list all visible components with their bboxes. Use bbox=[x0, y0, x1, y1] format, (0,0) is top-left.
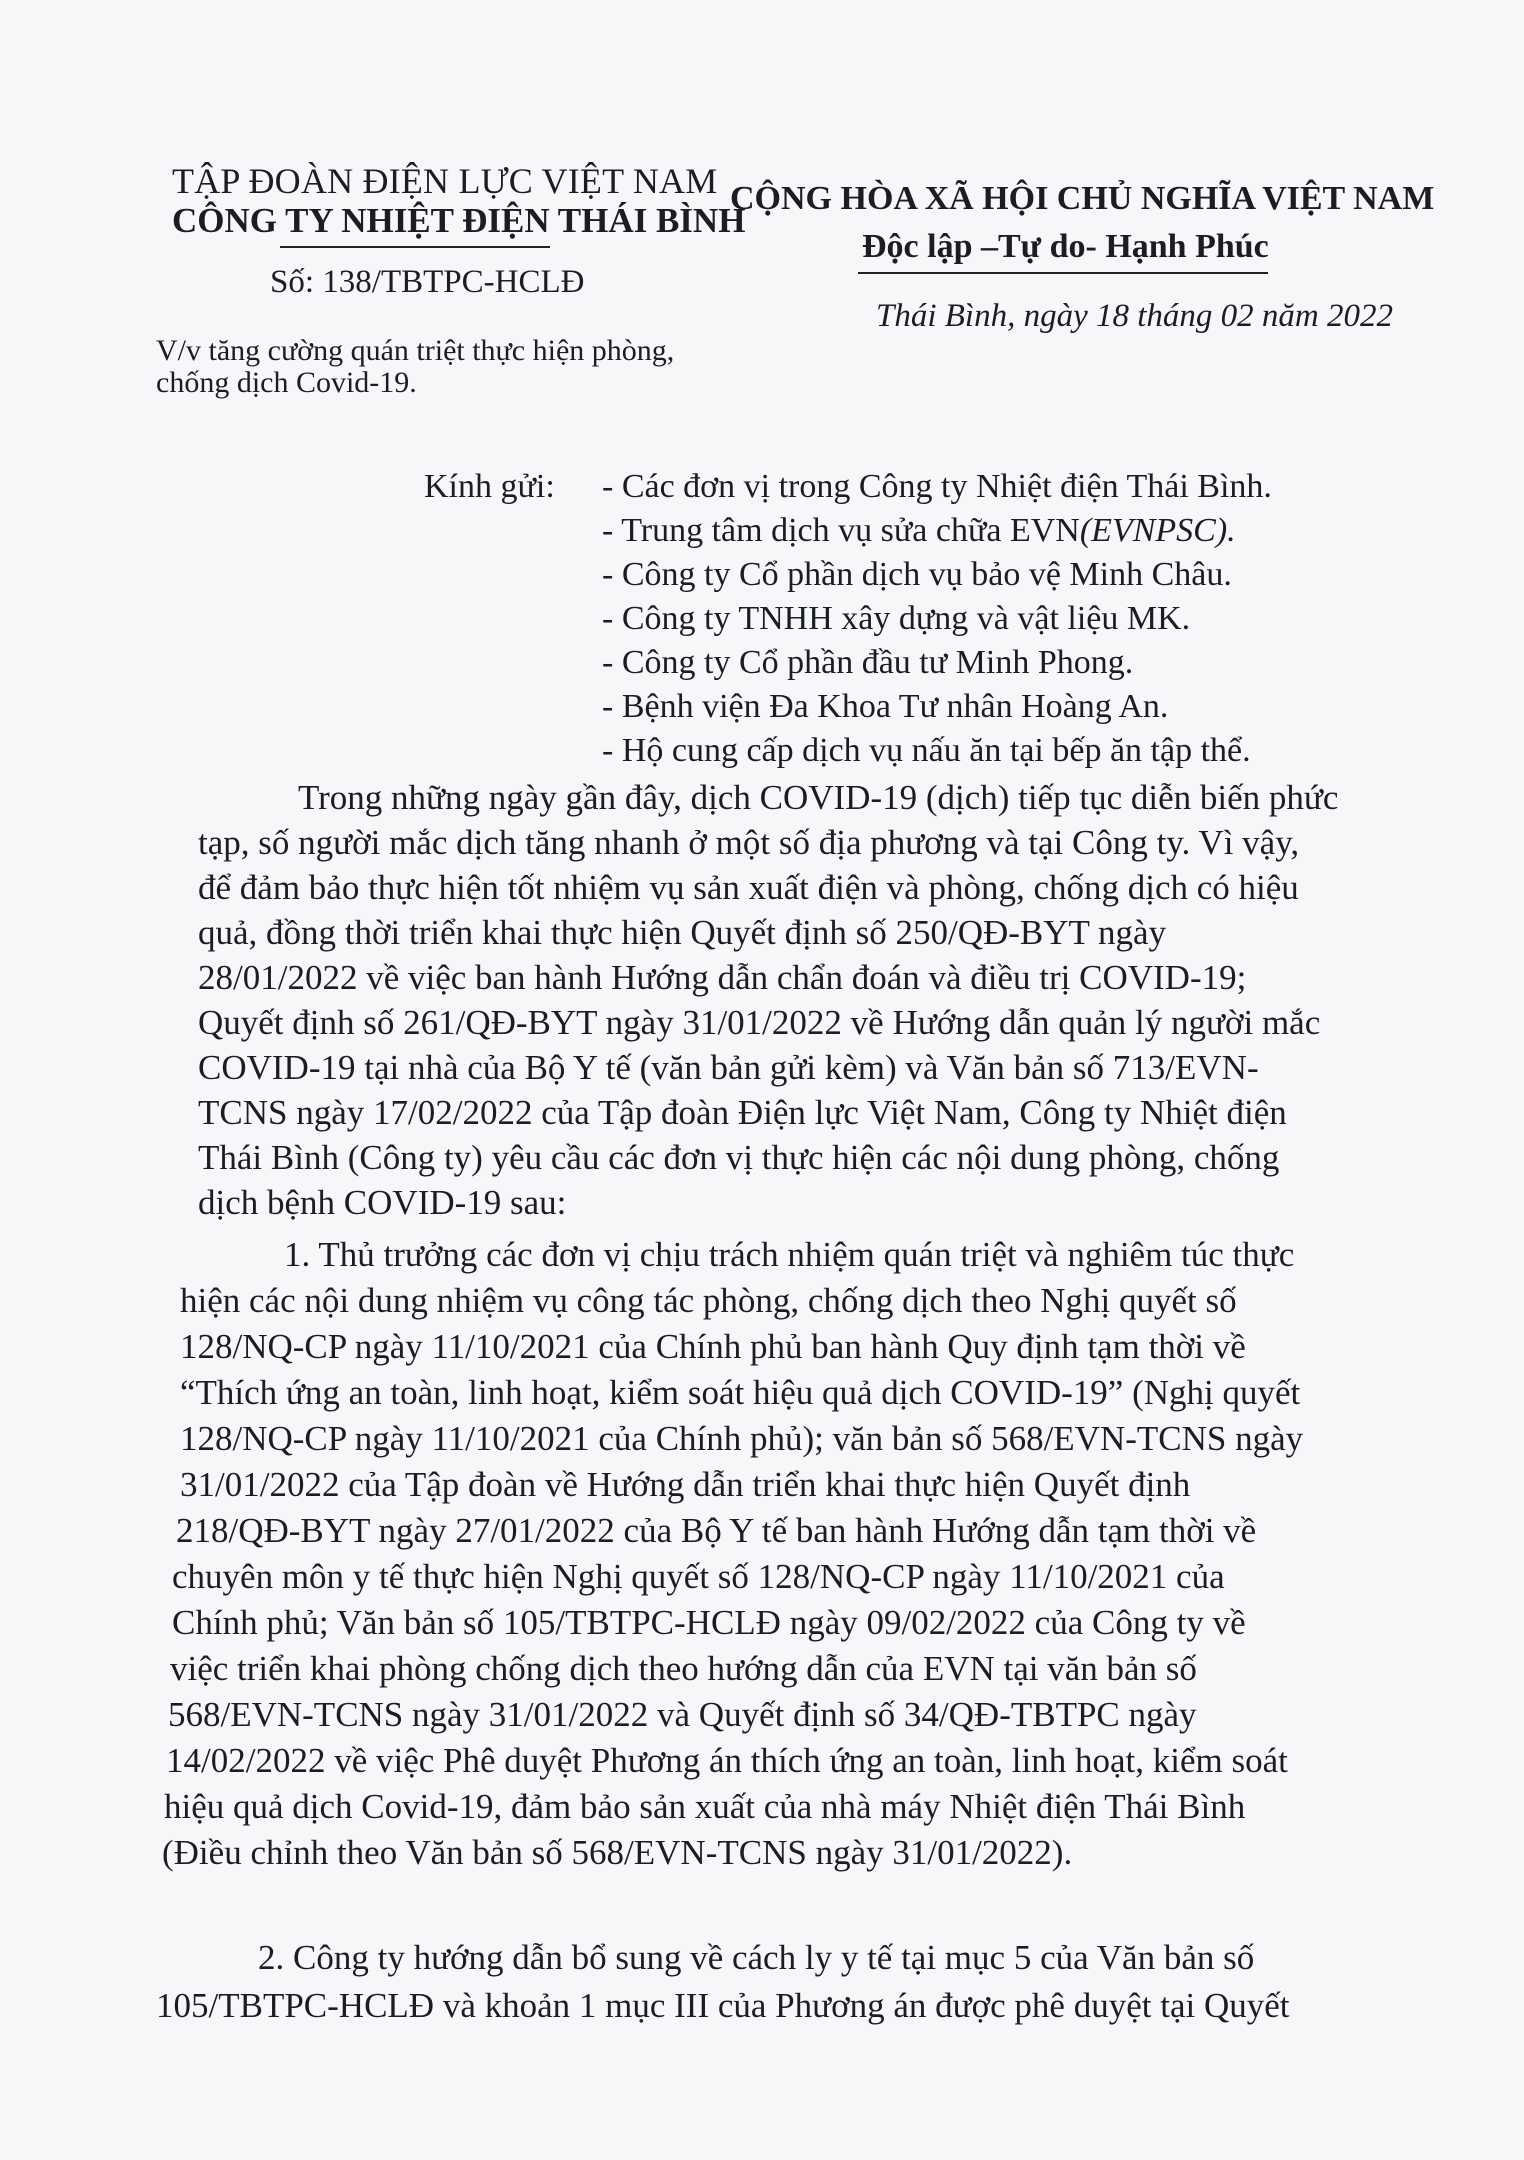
section1-line: 568/EVN-TCNS ngày 31/01/2022 và Quyết định số 34/QĐ-TBTPC ngày bbox=[168, 1695, 1197, 1734]
intro-line: COVID-19 tại nhà của Bộ Y tế (văn bản gửi kèm) và Văn bản số 713/EVN- bbox=[198, 1048, 1259, 1087]
recipient-item: - Các đơn vị trong Công ty Nhiệt điện Thái Bình. bbox=[602, 468, 1272, 505]
intro-line: TCNS ngày 17/02/2022 của Tập đoàn Điện lực Việt Nam, Công ty Nhiệt điện bbox=[198, 1093, 1287, 1132]
section1-line: hiện các nội dung nhiệm vụ công tác phòng, chống dịch theo Nghị quyết số bbox=[180, 1281, 1237, 1320]
recipient-abbrev: (EVNPSC). bbox=[1079, 512, 1236, 549]
section1-line: 128/NQ-CP ngày 11/10/2021 của Chính phủ ban hành Quy định tạm thời về bbox=[180, 1327, 1246, 1366]
greeting-label: Kính gửi: bbox=[424, 468, 555, 505]
intro-line: Trong những ngày gần đây, dịch COVID-19 (dịch) tiếp tục diễn biến phức bbox=[298, 778, 1339, 817]
recipient-item: - Công ty Cổ phần dịch vụ bảo vệ Minh Châu. bbox=[602, 556, 1232, 593]
intro-line: dịch bệnh COVID-19 sau: bbox=[198, 1183, 567, 1222]
national-name: CỘNG HÒA XÃ HỘI CHỦ NGHĨA VIỆT NAM bbox=[730, 180, 1435, 217]
section1-line: 128/NQ-CP ngày 11/10/2021 của Chính phủ); văn bản số 568/EVN-TCNS ngày bbox=[180, 1419, 1304, 1458]
document-number: Số: 138/TBTPC-HCLĐ bbox=[270, 264, 585, 300]
section2-line: 2. Công ty hướng dẫn bổ sung về cách ly y tế tại mục 5 của Văn bản số bbox=[258, 1938, 1255, 1977]
recipient-item: - Công ty TNHH xây dựng và vật liệu MK. bbox=[602, 600, 1191, 637]
intro-line: Quyết định số 261/QĐ-BYT ngày 31/01/2022 về Hướng dẫn quản lý người mắc bbox=[198, 1003, 1321, 1042]
recipient-item bbox=[602, 512, 1236, 550]
recipient-text: - Trung tâm dịch vụ sửa chữa EVN bbox=[602, 512, 1080, 549]
section1-line: 31/01/2022 của Tập đoàn về Hướng dẫn triển khai thực hiện Quyết định bbox=[180, 1465, 1191, 1504]
intro-line: Thái Bình (Công ty) yêu cầu các đơn vị thực hiện các nội dung phòng, chống bbox=[198, 1138, 1280, 1177]
section1-line: Chính phủ; Văn bản số 105/TBTPC-HCLĐ ngày 09/02/2022 của Công ty về bbox=[172, 1603, 1246, 1642]
intro-line: quả, đồng thời triển khai thực hiện Quyết định số 250/QĐ-BYT ngày bbox=[198, 913, 1167, 952]
section1-line: 14/02/2022 về việc Phê duyệt Phương án thích ứng an toàn, linh hoạt, kiểm soát bbox=[166, 1741, 1288, 1780]
section2-line: 105/TBTPC-HCLĐ và khoản 1 mục III của Phương án được phê duyệt tại Quyết bbox=[156, 1986, 1290, 2025]
section1-line: (Điều chỉnh theo Văn bản số 568/EVN-TCNS ngày 31/01/2022). bbox=[162, 1833, 1073, 1872]
section1-line: việc triển khai phòng chống dịch theo hướng dẫn của EVN tại văn bản số bbox=[170, 1649, 1197, 1688]
org-name: CÔNG TY NHIỆT ĐIỆN THÁI BÌNH bbox=[172, 201, 746, 240]
section1-line: hiệu quả dịch Covid-19, đảm bảo sản xuất của nhà máy Nhiệt điện Thái Bình bbox=[164, 1787, 1246, 1826]
recipient-item: - Hộ cung cấp dịch vụ nấu ăn tại bếp ăn tập thể. bbox=[602, 732, 1251, 769]
section1-line: chuyên môn y tế thực hiện Nghị quyết số 128/NQ-CP ngày 11/10/2021 của bbox=[172, 1557, 1225, 1596]
motto-underline bbox=[858, 272, 1268, 274]
org-parent-name: TẬP ĐOÀN ĐIỆN LỰC VIỆT NAM bbox=[172, 161, 718, 201]
section1-line: 1. Thủ trưởng các đơn vị chịu trách nhiệm quán triệt và nghiêm túc thực bbox=[284, 1235, 1295, 1274]
recipient-item: - Công ty Cổ phần đầu tư Minh Phong. bbox=[602, 644, 1134, 681]
intro-line: để đảm bảo thực hiện tốt nhiệm vụ sản xuất điện và phòng, chống dịch có hiệu bbox=[198, 868, 1299, 907]
section1-line: “Thích ứng an toàn, linh hoạt, kiểm soát hiệu quả dịch COVID-19” (Nghị quyết bbox=[180, 1373, 1301, 1412]
subject-line-2: chống dịch Covid-19. bbox=[156, 366, 417, 399]
subject-line-1: V/v tăng cường quán triệt thực hiện phòng, bbox=[156, 334, 675, 367]
national-motto: Độc lập –Tự do- Hạnh Phúc bbox=[862, 228, 1269, 265]
intro-line: 28/01/2022 về việc ban hành Hướng dẫn chẩn đoán và điều trị COVID-19; bbox=[198, 958, 1247, 997]
date-line: Thái Bình, ngày 18 tháng 02 năm 2022 bbox=[876, 298, 1393, 334]
recipient-item: - Bệnh viện Đa Khoa Tư nhân Hoàng An. bbox=[602, 688, 1169, 725]
section1-line: 218/QĐ-BYT ngày 27/01/2022 của Bộ Y tế ban hành Hướng dẫn tạm thời về bbox=[176, 1511, 1257, 1550]
org-underline bbox=[280, 246, 550, 248]
intro-line: tạp, số người mắc dịch tăng nhanh ở một số địa phương và tại Công ty. Vì vậy, bbox=[198, 823, 1300, 862]
